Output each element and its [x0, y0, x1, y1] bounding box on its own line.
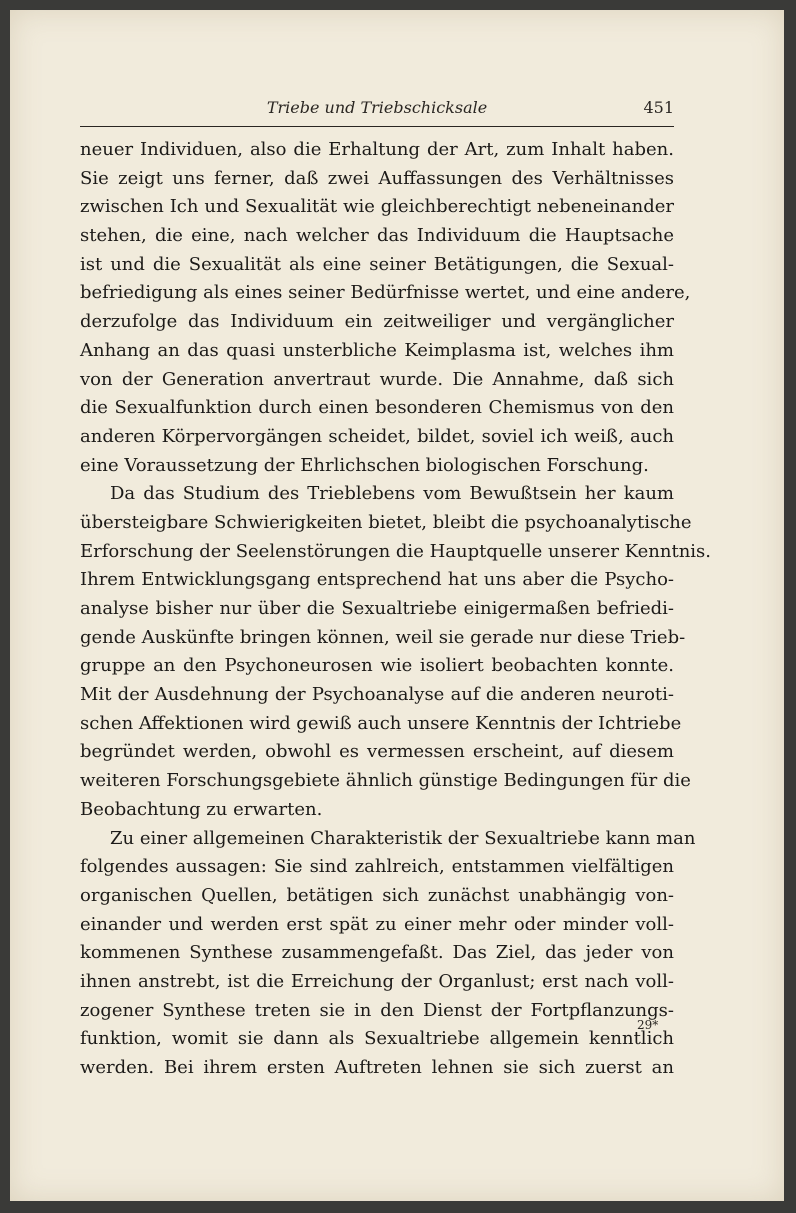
- text-line: Beobachtung zu erwarten.: [80, 798, 323, 820]
- text-line: Ihrem Entwicklungsgang entsprechend hat uns aber die Psycho-: [80, 569, 674, 591]
- text-line: weiteren Forschungsgebiete ähnlich günstige Bedingungen für die: [80, 770, 691, 792]
- text-line: von der Generation anvertraut wurde. Die Annahme, daß sich: [80, 368, 674, 390]
- text-line: neuer Individuen, also die Erhaltung der Art, zum Inhalt haben.: [80, 139, 674, 160]
- text-line: ist und die Sexualität als eine seiner Betätigungen, die Sexual-: [80, 253, 674, 275]
- text-line: Zu einer allgemeinen Charakteristik der Sexualtriebe kann man: [110, 827, 696, 849]
- text-line: gruppe an den Psychoneurosen wie isoliert beobachten konnte.: [80, 655, 674, 677]
- book-page: [10, 10, 784, 1201]
- text-line: eine Voraussetzung der Ehrlichschen biologischen Forschung.: [80, 454, 649, 476]
- page-number: 451: [643, 98, 674, 117]
- text-line: zwischen Ich und Sexualität wie gleichberechtigt nebeneinander: [80, 196, 674, 218]
- body-text: [80, 136, 712, 1083]
- text-line: folgendes aussagen: Sie sind zahlreich, entstammen vielfältigen: [80, 856, 674, 878]
- running-title: Triebe und Triebschicksale: [266, 98, 488, 117]
- text-line: Anhang an das quasi unsterbliche Keimplasma ist, welches ihm: [80, 339, 674, 361]
- text-line: die Sexualfunktion durch einen besonderen Chemismus von den: [80, 397, 674, 419]
- text-line: Sie zeigt uns ferner, daß zwei Auffassungen des Verhältnisses: [80, 167, 674, 189]
- text-line: funktion, womit sie dann als Sexualtriebe allgemein kenntlich: [80, 1028, 674, 1050]
- text-line: organischen Quellen, betätigen sich zunächst unabhängig von-: [80, 884, 674, 906]
- text-line: gende Auskünfte bringen können, weil sie gerade nur diese Trieb-: [80, 626, 686, 648]
- page-header: [80, 96, 674, 127]
- text-line: stehen, die eine, nach welcher das Individuum die Hauptsache: [80, 225, 674, 247]
- text-line: derzufolge das Individuum ein zeitweiliger und vergänglicher: [80, 311, 674, 333]
- text-line: kommenen Synthese zusammengefaßt. Das Ziel, das jeder von: [80, 942, 674, 964]
- text-line: zogener Synthese treten sie in den Dienst der Fortpflanzungs-: [80, 999, 674, 1021]
- text-line: übersteigbare Schwierigkeiten bietet, bleibt die psychoanalytische: [80, 511, 692, 533]
- text-line: einander und werden erst spät zu einer mehr oder minder voll-: [80, 913, 674, 935]
- text-line: ihnen anstrebt, ist die Erreichung der Organlust; erst nach voll-: [80, 970, 674, 992]
- text-line: begründet werden, obwohl es vermessen erscheint, auf diesem: [80, 741, 674, 763]
- signature-mark: 29*: [637, 1018, 659, 1032]
- text-line: analyse bisher nur über die Sexualtriebe einigermaßen befriedi-: [80, 598, 674, 619]
- text-line: Da das Studium des Trieblebens vom Bewußtsein her kaum: [110, 483, 674, 505]
- text-line: schen Affektionen wird gewiß auch unsere Kenntnis der Ichtriebe: [80, 712, 682, 734]
- text-line: Erforschung der Seelenstörungen die Hauptquelle unserer Kenntnis.: [80, 540, 712, 562]
- text-line: werden. Bei ihrem ersten Auftreten lehnen sie sich zuerst an: [80, 1057, 674, 1078]
- text-line: anderen Körpervorgängen scheidet, bildet, soviel ich weiß, auch: [80, 425, 674, 447]
- text-line: Mit der Ausdehnung der Psychoanalyse auf die anderen neuroti-: [80, 684, 674, 706]
- text-line: befriedigung als eines seiner Bedürfnisse wertet, und eine andere,: [80, 282, 691, 304]
